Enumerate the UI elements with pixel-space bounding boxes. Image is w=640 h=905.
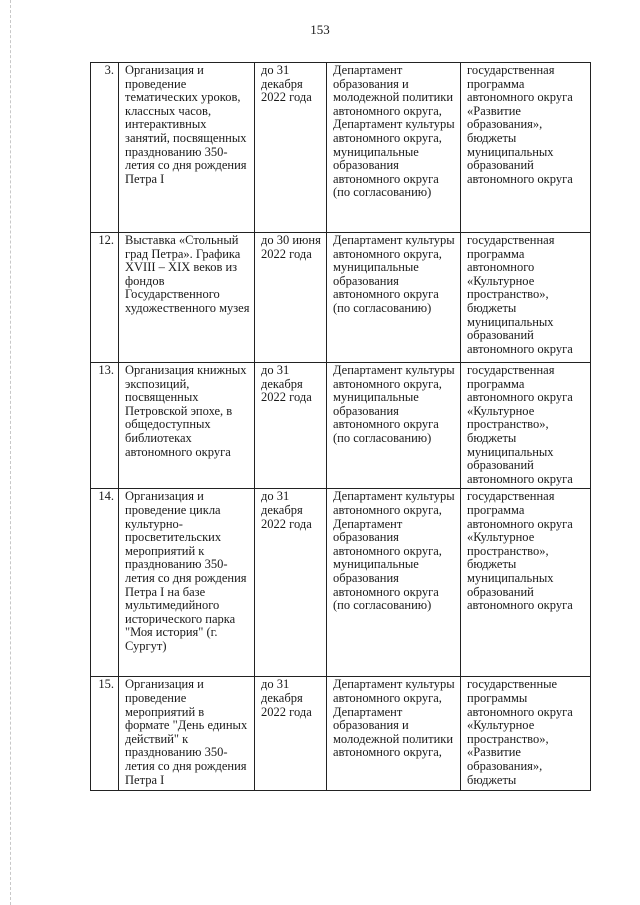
table-row <box>91 233 591 363</box>
activity-cell: Организация и проведение тематических уроков, классных часов, интерактивных занятий, посвященных празднованию 350-летия со дня рождения Петра I <box>119 63 255 233</box>
funding-source-cell: государственная программа автономного округа «Культурное пространство», бюджеты муниципальных образований автономного округа <box>461 489 591 677</box>
page-number: 153 <box>310 22 330 37</box>
deadline-cell: до 31 декабря 2022 года <box>255 677 327 791</box>
row-number: 15. <box>91 677 119 791</box>
funding-source-cell: государственная программа автономного округа «Культурное пространство», бюджеты муниципальных образований автономного округа <box>461 363 591 489</box>
activity-cell: Выставка «Стольный град Петра». Графика XVIII – XIX веков из фондов Государственного художественного музея <box>119 233 255 363</box>
row-number: 14. <box>91 489 119 677</box>
events-table <box>90 62 591 791</box>
table-row <box>91 63 591 233</box>
row-number: 13. <box>91 363 119 489</box>
scan-edge-line <box>10 0 11 905</box>
responsible-cell: Департамент культуры автономного округа, Департамент образования автономного округа, муниципальные образования автономного округа (по согласованию) <box>327 489 461 677</box>
responsible-cell: Департамент культуры автономного округа, муниципальные образования автономного округа (по согласованию) <box>327 363 461 489</box>
funding-source-cell: государственная программа автономного «Культурное пространство», бюджеты муниципальных образований автономного округа <box>461 233 591 363</box>
deadline-cell: до 31 декабря 2022 года <box>255 63 327 233</box>
activity-cell: Организация и проведение мероприятий в формате "День единых действий" к празднованию 350-летия со дня рождения Петра I <box>119 677 255 791</box>
deadline-cell: до 30 июня 2022 года <box>255 233 327 363</box>
row-number: 3. <box>91 63 119 233</box>
activity-cell: Организация книжных экспозиций, посвященных Петровской эпохе, в общедоступных библиотеках автономного округа <box>119 363 255 489</box>
responsible-cell: Департамент образования и молодежной политики автономного округа, Департамент культуры автономного округа, муниципальные образования автономного округа (по согласованию) <box>327 63 461 233</box>
funding-source-cell: государственные программы автономного округа «Культурное пространство», «Развитие образования», бюджеты <box>461 677 591 791</box>
row-number: 12. <box>91 233 119 363</box>
deadline-cell: до 31 декабря 2022 года <box>255 363 327 489</box>
table-row <box>91 677 591 791</box>
funding-source-cell: государственная программа автономного округа «Развитие образования», бюджеты муниципальных образований автономного округа <box>461 63 591 233</box>
activity-cell: Организация и проведение цикла культурно-просветительских мероприятий к празднованию 350-летия со дня рождения Петра I на базе мультимедийного исторического парка "Моя история" (г. Сургут) <box>119 489 255 677</box>
responsible-cell: Департамент культуры автономного округа, Департамент образования и молодежной политики автономного округа, <box>327 677 461 791</box>
table-row <box>91 363 591 489</box>
table-row <box>91 489 591 677</box>
responsible-cell: Департамент культуры автономного округа, муниципальные образования автономного округа (по согласованию) <box>327 233 461 363</box>
deadline-cell: до 31 декабря 2022 года <box>255 489 327 677</box>
